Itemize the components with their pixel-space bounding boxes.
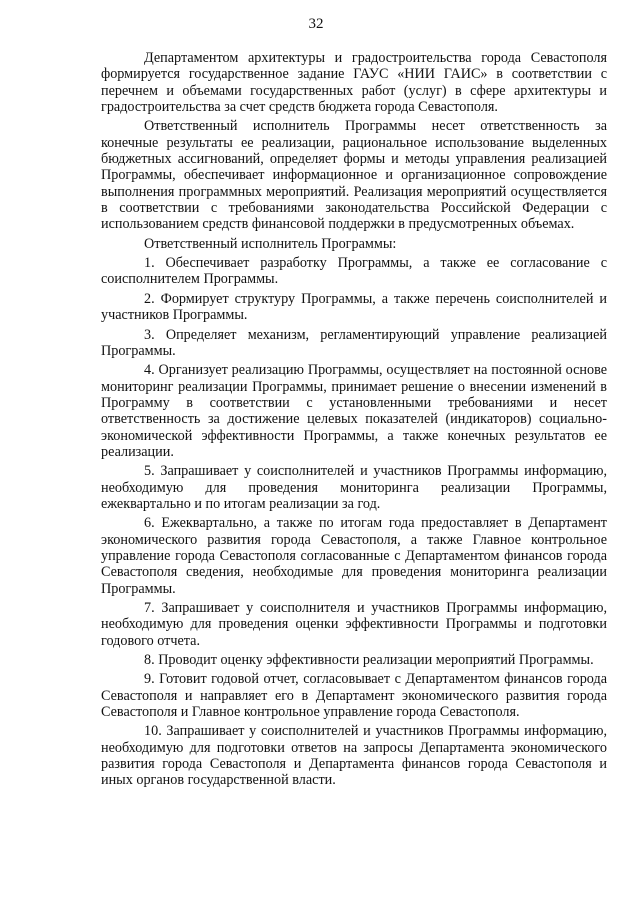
paragraph: Департаментом архитектуры и градостроительства города Севастополя формируется государственное задание ГАУС «НИИ ГАИС» в соответствии с перечнем и объемами государственных работ (услуг) в сфере архитектуры и градостроительства за счет средств бюджета города Севастополя. — [101, 50, 607, 116]
document-body — [101, 50, 607, 792]
paragraph: Ответственный исполнитель Программы несет ответственность за конечные результаты ее реализации, рациональное использование выделенных бюджетных ассигнований, определяет формы и методы управления реализацией Программы, обеспечивает информационное и организационное сопровождение выполнения программных мероприятий. Реализация мероприятий осуществляется в соответствии с требованиями законодательства Российской Федерации с использованием средств финансовой поддержки в предусмотренных объемах. — [101, 118, 607, 233]
paragraph: 9. Готовит годовой отчет, согласовывает с Департаментом финансов города Севастополя и направляет его в Департамент экономического развития города Севастополя и Главное контрольное управление города Севастополя. — [101, 671, 607, 721]
page-number: 32 — [308, 16, 324, 32]
paragraph: 10. Запрашивает у соисполнителей и участников Программы информацию, необходимую для подготовки ответов на запросы Департамента экономического развития города Севастополя и Департамента финансов города Севастополя и иных органов государственной власти. — [101, 723, 607, 789]
paragraph: 4. Организует реализацию Программы, осуществляет на постоянной основе мониторинг реализации Программы, принимает решение о внесении изменений в Программу в соответствии с установленными требованиями и несет ответственность за достижение целевых показателей (индикаторов) социально-экономической эффективности Программы, а также конечных результатов ее реализации. — [101, 362, 607, 460]
paragraph: 6. Ежеквартально, а также по итогам года предоставляет в Департамент экономического развития города Севастополя, а также Главное контрольное управление города Севастополя согласованные с Департаментом финансов города Севастополя сведения, необходимые для проведения мониторинга реализации Программы. — [101, 515, 607, 597]
paragraph: 3. Определяет механизм, регламентирующий управление реализацией Программы. — [101, 326, 607, 359]
paragraph: 7. Запрашивает у соисполнителя и участников Программы информацию, необходимую для проведения оценки эффективности Программы и подготовки годового отчета. — [101, 600, 607, 649]
paragraph: Ответственный исполнитель Программы: — [144, 235, 397, 252]
paragraph: 1. Обеспечивает разработку Программы, а также ее согласование с соисполнителем Программы. — [101, 255, 607, 288]
paragraph: 8. Проводит оценку эффективности реализации мероприятий Программы. — [144, 652, 594, 669]
paragraph: 2. Формирует структуру Программы, а также перечень соисполнителей и участников Программы. — [101, 290, 607, 324]
paragraph: 5. Запрашивает у соисполнителей и участников Программы информацию, необходимую для проведения мониторинга реализации Программы, ежеквартально и по итогам реализации за год. — [101, 463, 607, 512]
